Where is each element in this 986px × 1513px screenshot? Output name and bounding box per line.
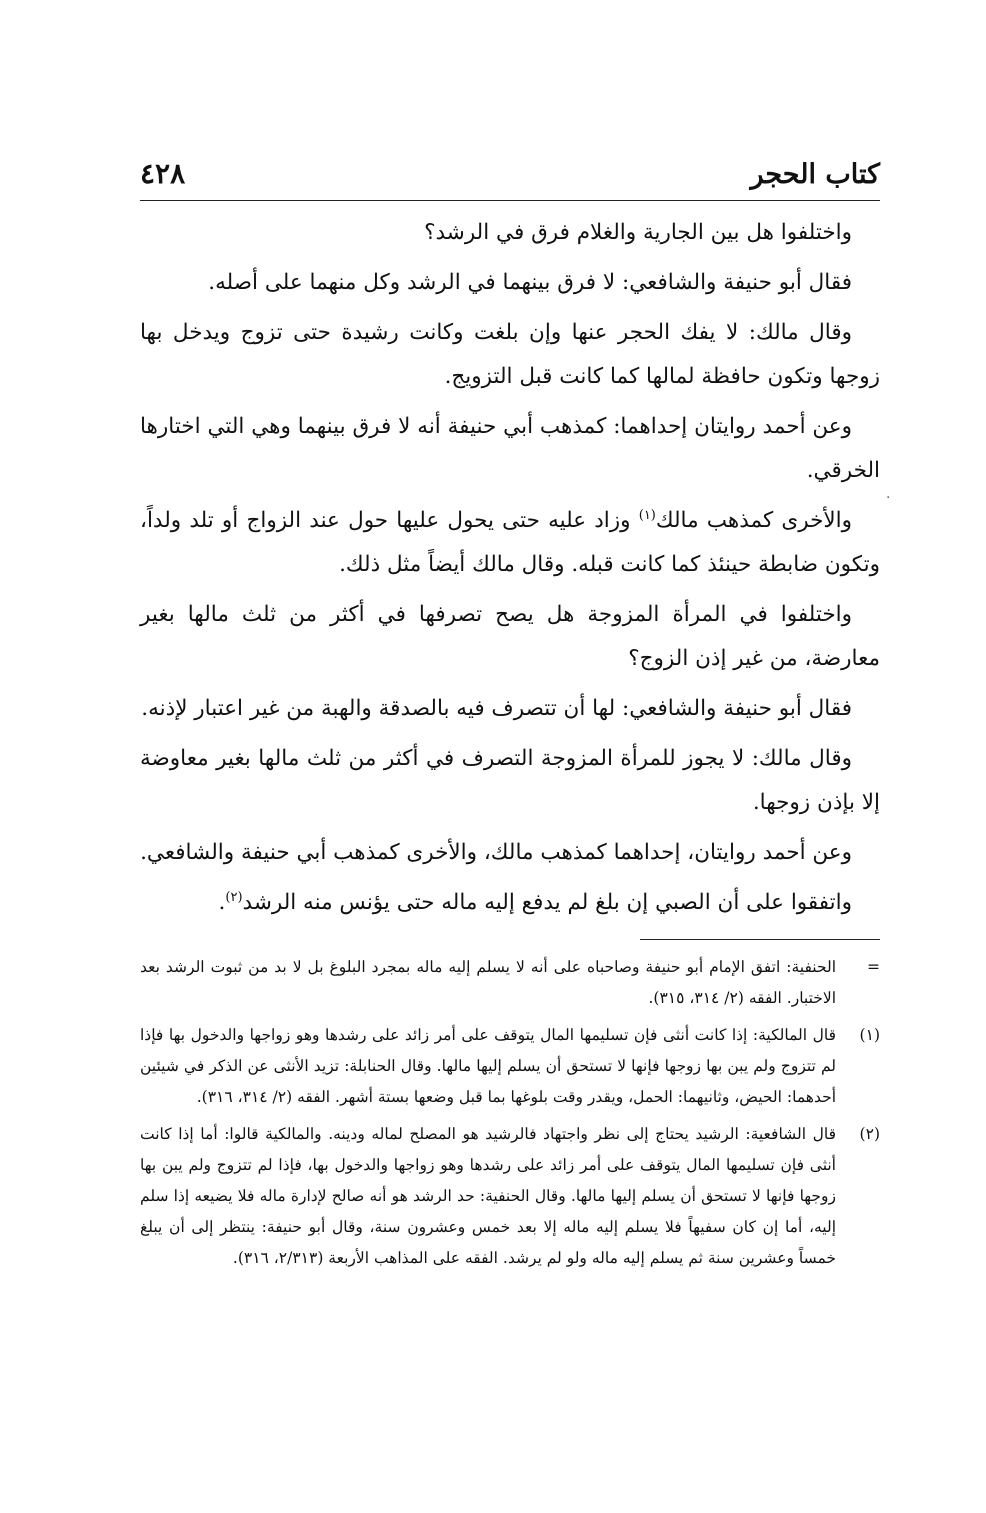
paragraph: وقال مالك: لا يجوز للمرأة المزوجة التصرف في أكثر من ثلث مالها بغير معاوضة إلا بإذن زوجها.	[140, 746, 880, 815]
footnote-divider	[640, 939, 880, 940]
paragraph: وقال مالك: لا يفك الحجر عنها وإن بلغت وكانت رشيدة حتى تزوج ويدخل بها زوجها وتكون حافظة لمالها كما كانت قبل التزويج.	[140, 320, 880, 389]
paragraph-text: وزاد عليه حتى يحول عليها حول عند الزواج أو تلد ولداً، وتكون ضابطة حينئذ كما كانت قبله. وقال مالك أيضاً مثل ذلك.	[140, 508, 880, 577]
paragraph-text: .	[218, 890, 226, 915]
footnote-reference[interactable]: (١)	[638, 507, 656, 523]
main-text	[140, 211, 880, 925]
paragraph: وعن أحمد روايتان، إحداهما كمذهب مالك، والأخرى كمذهب أبي حنيفة والشافعي.	[140, 840, 852, 865]
running-header	[140, 150, 880, 201]
paragraph: فقال أبو حنيفة والشافعي: لها أن تتصرف فيه بالصدقة والهبة من غير اعتبار لإذنه.	[141, 696, 852, 721]
footnote-text: الحنفية: اتفق الإمام أبو حنيفة وصاحباه على أنه لا يسلم إليه ماله بمجرد البلوغ بل لا بد من ثبوت الرشد بعد الاختبار. الفقه (٢/ ٣١٤، ٣١٥).	[140, 958, 836, 1007]
footnote-text: قال المالكية: إذا كانت أنثى فإن تسليمها المال يتوقف على أمر زائد على رشدها وهو زواجها والدخول بها فإذا لم تتزوج ولم يبن بها زوجها فإنها لا تستحق أن يسلم إليها مالها. وقال الحنابلة: تزيد الأنثى عن الذكر في شيئين أحدهما: الحيض، وثانيهما: الحمل، ويقدر وقت بلوغها بما قبل وضعها بستة أشهر. الفقه (٢/ ٣١٤، ٣١٦).	[140, 1026, 836, 1106]
book-page	[140, 150, 880, 1280]
paragraph-text: والأخرى كمذهب مالك	[655, 508, 853, 533]
page-number: ٤٢٨	[140, 157, 186, 190]
paragraph	[140, 499, 880, 587]
footnote	[140, 952, 880, 1014]
paragraph: واختلفوا هل بين الجارية والغلام فرق في الرشد؟	[424, 220, 852, 245]
paragraph: واختلفوا في المرأة المزوجة هل يصح تصرفها في أكثر من ثلث مالها بغير معارضة، من غير إذن الزوج؟	[140, 602, 880, 671]
footnote	[140, 1020, 880, 1113]
paragraph: وعن أحمد روايتان إحداهما: كمذهب أبي حنيفة أنه لا فرق بينهما وهي التي اختارها الخرقي.	[140, 414, 880, 483]
footnotes	[140, 952, 880, 1274]
footnote-number: (١)	[859, 1026, 880, 1044]
footnote-number: =	[867, 958, 880, 976]
paragraph: فقال أبو حنيفة والشافعي: لا فرق بينهما في الرشد وكل منهما على أصله.	[208, 270, 852, 295]
paragraph	[140, 881, 880, 925]
chapter-title: كتاب الحجر	[750, 159, 880, 190]
footnote-reference[interactable]: (٢)	[225, 889, 243, 905]
margin-dot: ·	[886, 490, 891, 506]
paragraph-text: واتفقوا على أن الصبي إن بلغ لم يدفع إليه ماله حتى يؤنس منه الرشد	[242, 890, 852, 915]
footnote	[140, 1119, 880, 1274]
footnote-number: (٢)	[859, 1125, 880, 1143]
footnote-text: قال الشافعية: الرشيد يحتاج إلى نظر واجتهاد فالرشيد هو المصلح لماله ودينه. والمالكية قالوا: أما إذا كانت أنثى فإن تسليمها المال يتوقف على أمر زائد على رشدها وهو زواجها والدخول بها، فإذا لم تتزوج ولم يبن بها زوجها فإنها لا تستحق أن يسلم إليها مالها. وقال الحنفية: حد الرشد هو أنه صالح لإدارة ماله فلا يضيعه إذا سلم إليه، أما إن كان سفيهاً فلا يسلم إليه ماله إلا بعد خمس وعشرون سنة، وقال أبو حنيفة: ينتظر إلى أن يبلغ خمساً وعشرين سنة ثم يسلم إليه ماله ولو لم يرشد. الفقه على المذاهب الأربعة (٢/٣١٣، ٣١٦).	[140, 1125, 836, 1267]
